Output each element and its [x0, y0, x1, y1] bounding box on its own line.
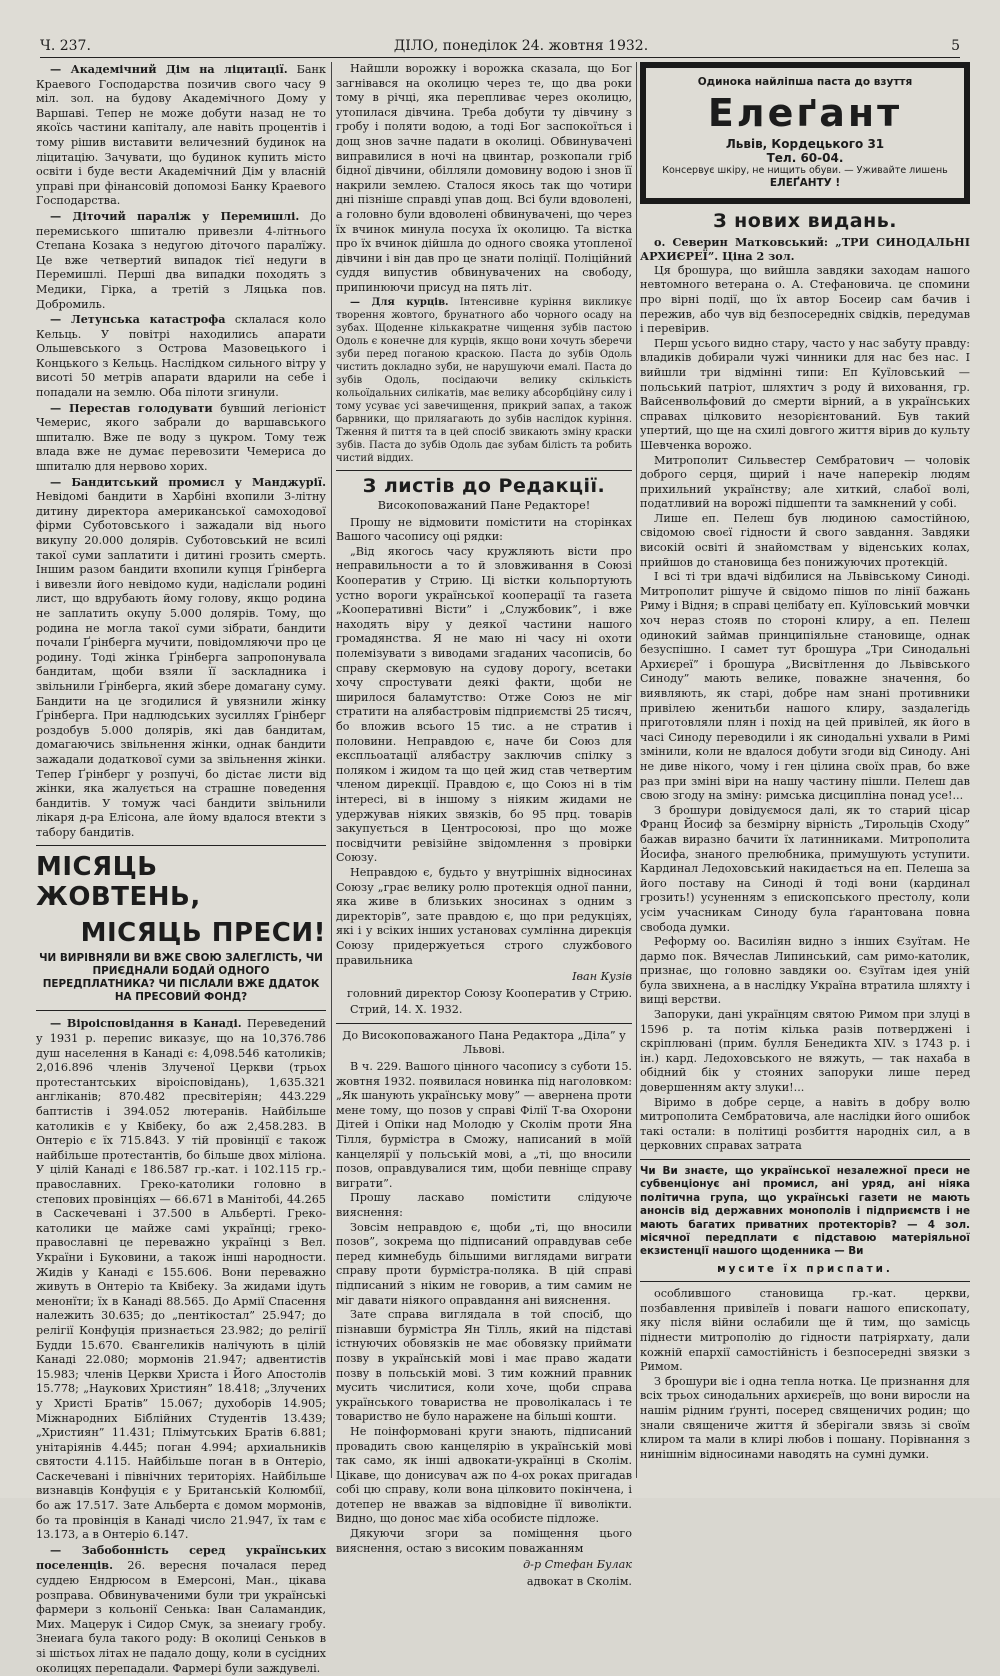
news-body: Переведений у 1931 р. перепис виказує, що на 10,376.786 душ населення в Канаді є: 4,098.546 католиків; 2,016.896 членів Злученої Церкви (трьох протестантських віроісповідань), 1,635.321 англіканів; 870.482 пресвітеріян; 443.229 баптистів і 394.052 лютеранів. Найбільше католиків є у Квібеку, бо аж 2,458.283. В Онтеріо є їх 715.843. У тій провінції є також найбільше протестантів, бо більше двох міліона. У цілій Канаді є 186.587 гр.-кат. і 102.115 гр.-православних. Греко-католики головно в степових провінціях — 66.671 в Манітобі, 44.265 в Саскечевані і 37.500 в Альберті. Греко-католики це майже самі українці; греко-православні це переважно українці з Вел. України і Буковини, а також інші народности. Жидів у Канаді є 155.606. Вони переважно живуть в Онтеріо та Квібеку. За жидами ідуть менонїти; їх в Канаді 88.565. До Армії Спасення належить 30.635; до „пентікостал” 25.947; до релігії Конфуція признається 23.982; до релігії Будди 15.670. Євангеликів налічують в цілій Канаді 22.080; мормонів 21.947; адвентистів 15.983; членів Церкви Христа і Його Апостолів 15.778; „Наукових Християн” 18.418; „Злучених у Христі Братів” 15.067; духоборів 14.905; Міжнародних Біблійних Студентів 13.439; „Християн” 11.431; Плімутських Братів 6.881; унітаріянів 4.445; поган 4.994; архиальникiв святости 4.115. Найбільше поган в в Онтеріо, Саскечевані і північних територіях. Найбільше визнавців Конфуція є у Британській Колюмбії, бо аж 17.517. Зате Альберта є домом мормонів, бо та провінція в Канаді число 21.947, їх там є 13.173, а в Онтеріо 6.147.	[36, 1017, 327, 1542]
letter-1-dateline: Стрий, 14. X. 1932.	[350, 1003, 463, 1017]
advert-slogan-brand: ЕЛЕҐАНТУ !	[769, 177, 841, 189]
news-headline: — Діточий параліж у Перемишлі.	[50, 208, 300, 223]
masthead	[40, 30, 960, 58]
subscription-notice: Чи Ви знаєте, що української незалежної преси не субвенціонує ані промисл, ані уряд, ані ніяка політична група, що українські газети не мають анонсів від державних монополів і підприємств і не мають багатих приватних протекторів? — 4 зол. місячної передплати є підставою матеріяльної екзистенції нашого щоденника — Ви	[640, 1165, 970, 1258]
review-paragraph: З брошури довідуємося далі, як то старий цісар Франц Йосиф за безмірну вірність „Тирольців Сходу” бажав виразно бачити їх латинниками. Митрополита Йосифа, знаного прелюбника, примушують уступити. Кардинал Ледоховський накидається на еп. Пелеша за його поставу на Синоді й тоді вони (кардинал грозить!) усуненням з епископського престолу, коли усім учасникам Синоду була ґарантована повна свобода думки.	[640, 803, 970, 934]
news-superstition	[36, 1543, 326, 1676]
review-paragraph: Перш усього видно стару, часто у нас забуту правду: владиків добирали чужі чинники для нас без нас. І вийшли три відмінні типи: Еп Куїловський — польський патріот, шляхтич з роду й виховання, гр. Вайсенвольфовий до смерти вірний, а в українських справах цілковито незорієнтований. Був такий упертий, що ще на схилі довгого життя вірив до культу Шевченка ворожо.	[640, 336, 970, 452]
letter-greeting: Високоповажаний Пане Редакторе!	[377, 499, 591, 513]
letter-2-address: До Високоповажаного Пана Редактора „Діла” у Львові.	[342, 1028, 626, 1057]
divider	[36, 1010, 326, 1011]
news-polio	[36, 209, 326, 312]
news-body: 26. вересня почалася перед суддею Ендрюсом в Емерсоні, Ман., цікава розправа. Обвинуваченими були три українські фармери з кольонії Сенька: Іван Саламандик, Мих. Мацерук і Сидор Смук, за знеиагу гробу. Знеиага була такого роду: В околиці Сеньков в зі шістьох літах не падало дощу, коли в сусідних околицях перепадали. Фармері були заждувелі.	[36, 1559, 326, 1675]
news-body: бувший легіоніст Чемерис, якого забрали до варшавського шпиталю. Вже пе воду з цукром. Тому теж влада вже не думає перевозити Чемериса до шпиталю для нервово хорих.	[36, 401, 326, 474]
news-superstition-continued: Найшли ворожку і ворожка сказала, що Бог загнівався на околицю через те, що два роки тому в річці, яка перепливає через околицю, утопилася дівчина. Треба добути ту дівчину з гробу і поляти водою, а тоді Бог зaспокоїться і дощ знов зачне падати в околиці. Обвинувачені виправилися в ночі на цвинтар, розкопали гріб бідної дівчини, обілляли домовину водою і знов її накрили землею. Сталося якось так що чотири дні пізніше справді упав дощ. Всі були вдоволені, а головно були вдоволені обвинувачені, що через їх вчинок минула посуха їх околицю. Та вістка про їх вчинок дійшла до одного свояка утопленої дівчини і він дав про це знати поліції. Поліційний суддя випустив обвинувачених на свободу, припинюючи присуд на пять літ.	[336, 62, 632, 294]
advert-address: Львів, Кордецького 31	[725, 137, 885, 151]
news-body: Невідомі бандити в Харбіні вхопили 3-літну дитину директора американської самоходової фірми Суботовського і зажадали від нього викупу 20.000 долярів. Суботовський не всилі такої суми заплатити і дитині грозить смерть. Іншим разом бандити вхопили купця Ґрінберга і вивезли його невідомо куди, надіслали родині лист, що вдрубають йому голову, якщо родина не заплатить окупу 5.000 долярів. Тому, що родина не могла такої суми зібрати, бандити почали Ґрінберга мучити, повідомляючи про це родину. Тоді жінка Ґрінберга запропонувала бандитам, щоби взяли її заскладника і звільнили Ґрінберга, який збере домагану суму. Бандити на це згодилися й увязнили жінку Ґрінберга. При надлюдських зусиллях Ґрінберг роздобув 5.000 долярів, які дав бандитам, домагаючись звільнення жінки, однак бандити зажадали додаткової суми за звільнення жінки. Тепер Ґрінберг у розпучі, бо дістає листи від жінки, яка жалується на страшне поведення бандитів. У томуж часі бандити звільнили лікаря д-ра Елісона, але йому вдалося втекти з табору бандитів.	[36, 490, 326, 839]
press-month-headline-1: МІСЯЦЬ ЖОВТЕНЬ,	[36, 852, 201, 913]
review-paragraph: З брошури віє і одна тепла нотка. Це признання для всіх трьох синодальних архиєреїв, що вони виросли на нашім рідним ґрунті, посеред священичих родин; що знали священиче життя й зберігали звязь зі своїм клиром та мали в клирі любов і пошану. Порівнання з нинішнім відносинами наводять на сумні думки.	[640, 1374, 970, 1461]
new-publications-title: З нових видань.	[713, 210, 897, 232]
letter-2-signature: д-р Стефан Булак	[523, 1558, 632, 1572]
advert-slogan: Консервує шкіру, не нищить обуви. — Уживайте лишень	[662, 165, 948, 176]
review-paragraph: Реформу оо. Василіян видно з інших Єзуїтам. Не дармо пок. Вячеслав Липинський, сам римо-католик, признає, що головно завдяки оо. Єзуїтам ідея уній була звихнена, а в наслідку Україна втратила шляхту і вищі верстви.	[640, 935, 970, 1007]
review-paragraph: особлившого становища гр.-кат. церкви, позбавлення привілеїв і поваги нашого епископату, яку після війни ослабили ще й тим, що замісць піднести митрополію до гідности патріярхату, дали кожній епархії самостійність і безпосередні звязки з Римом.	[640, 1287, 970, 1374]
column-1	[36, 62, 327, 1675]
letter-1-intro: Прошу не відмовити помістити на сторінках Вашого часопису оці рядки:	[336, 515, 632, 544]
review-paragraph: Митрополит Сильвестер Сембратович — чоловік доброго серця, щирий і наче наперекір людям прихильний українству; але хиткий, слабої волі, податливий на ворожі підшепти та замкнений у собі.	[640, 453, 970, 511]
letter-1-signature-role: головний директор Союзу Кооператив у Стрию.	[346, 986, 632, 1000]
letter-1-signature: Іван Кузів	[572, 970, 632, 984]
advert-odol	[336, 296, 632, 465]
letter-1-body: „Від якогось часу кружляють вісти про неправильности а то й зловживання в Союзі Кооператив у Стрию. Ці вістки кольпортують устно вороги української кооперації та газета „Кооперативні Вісти” і „Службовик”, і вже находять віру у деякої частини нашого громадянства. Я не маю ні часу ні охоти полемізувати з виводами згаданих часописів, бо справу скермовую на судову дорогу, всетаки хочу спростувати деякі факти, щоби не ширилося баламутство: Отже Союз не міг стратити на алябастровім підприємстві 25 тисяч, бо вложив всього 15 тис. а не стратив і половини. Неправдою є, наче би Союз для експльоатації алябастру заключив спілку з поляком і жидом та що цей жид став четвертим членом дирекції. Правдою є, що Союз ні в тім інтересі, ві в іншому з ніяким жидами не удержував ніяких звязків, бо 95 прц. товарів закупується в Центросоюзі, про що може посвідчити ревізійне звідомлення з провірки Союзу.	[336, 544, 632, 865]
divider	[36, 845, 326, 846]
review-paragraph: Ця брошура, що вийшла завдяки заходам нашого невтомного ветерана о. А. Стефановича. це спомини про вірні події, що їх автор Босеир сам бачив і пережив, або чув від безпосередніх свідків, передумав і перевірив.	[640, 263, 970, 336]
elegant-advert	[640, 62, 970, 204]
news-air-crash	[36, 312, 326, 401]
news-headline: — Для курців.	[350, 296, 449, 308]
review-paragraph: Запоруки, дані українцям святою Римом при злуці в 1596 р. та потім кілька разів потверджені і скріплювані (прим. булля Бенедикта XIV. з 1743 р. і ін.) кард. Ледоховського не вяжуть, — так нахаба в обідний бік у стояних запоруки лише перед довершенням акту злуки!...	[640, 1008, 970, 1095]
letters-section-title: З листів до Редакції.	[362, 474, 606, 497]
letter-2-body: В ч. 229. Вашого цінного часопису з суботи 15. жовтня 1932. появилася новинка під наголовком: „Як шанують українську мову” — авернена проти мене тому, що позов у справі Філії Т-ва Охорони Дітей і Опіки над Молодю у Сколім проти Яна Тілля, бурмістра в Сможу, написаний в моїй канцелярії у польській мові, а „ті, що вносили позов, оправдувалися тим, щоби певніще справу виграти”.	[336, 1060, 632, 1190]
divider	[336, 1023, 632, 1024]
review-paragraph: Лише еп. Пелеш був людиною самостійною, свідомою своєї гідности й свого завдання. Завдяки високій освіті й знайомствам у віденських колах, прийшов до становища без понижуючих протекцій.	[640, 511, 970, 569]
advert-brand: Елеґант	[707, 91, 903, 135]
news-headline: — Перестав голодувати	[50, 400, 213, 415]
letter-2-body: Прошу ласкаво помістити слідуюче вияснення:	[336, 1191, 632, 1219]
advert-phone: Тел. 60-04.	[766, 151, 844, 165]
press-month-appeal: ЧИ ВИРІВНЯЛИ ВИ ВЖЕ СВОЮ ЗАЛЕГЛІСТЬ, ЧИ ПРИЄДНАЛИ БОДАЙ ОДНОГО ПЕРЕДПЛАТНИКА? ЧИ ПІСЛАЛИ ВЖЕ ДДАТОК НА ПРЕСОВИЙ ФОНД?	[39, 952, 323, 1004]
news-academic-house	[36, 62, 326, 209]
news-canada-religion	[36, 1016, 326, 1542]
letter-1-body: Неправдою є, будьто у внутрішніх відносинах Союзу „грає велику ролю протекція одної панни, яка живе в близьких зносинах з одним з директорів”, зате правдою є, що при редукціях, які і у всіких інших установах сумлінна дирекція Союзу придержуеться строго службового правильника	[336, 865, 632, 967]
letter-2-body: Не поінформовані круги знають, підписаний провадить свою канцелярію в українській мові так само, як інші адвокати-українці в Сколім. Цікаве, що донисувач аж по 4-ох роках пригадав собі цю справу, коли вона цілковито покінчена, і дотепер не вважав за відповідне її виволікти. Видно, що донос має хіба особисте підложе.	[336, 1424, 632, 1526]
news-headline: — Бандитський промисл у Манджурії.	[50, 474, 326, 489]
divider	[640, 1281, 970, 1282]
review-paragraph: І всі ті три вдачі відбилися на Львівському Синоді. Митрополит рішуче й свідомо пішов по лінії бажань Риму і Відня; в справі целібату еп. Куїловський мовчки хоч нераз стояв по стороні клиру, а еп. Пелеш одинокий займав принципіяльне становище, однак безуспішно. І самет тут брошура „Три Синодальні Архиєреї” і брошура „Висвітлення до Львівського Синоду” мають велике, поважне значення, бо виявляють, як старі, добре нам знані противники привілею женитьби нашого клиру, заздалегідь приготовляли плян і похід на цей привілей, як його в часі Синоду переводили і як синодальні ухвали в Римі змінили, коли не вдалося добути згоди від Синоду. Ані не диве нікого, чому і ген цілина своїх прав, бо вже раз при зміні віри на нашу частину пішли. Пелеш дав свою згоду на зміну: римська дисципліна понад усе!...	[640, 570, 970, 803]
newspaper-title-date: ДІЛО, понеділок 24. жовтня 1932.	[393, 38, 649, 54]
divider	[336, 470, 632, 471]
subscription-notice-end: мусите їх приспати.	[717, 1262, 893, 1275]
divider	[640, 1159, 970, 1160]
news-hunger-strike	[36, 401, 326, 475]
news-manchuria-bandits	[36, 475, 326, 841]
advert-tagline: Одинока найліпша паста до взуття	[697, 76, 913, 88]
issue-number: Ч. 237.	[40, 38, 91, 54]
news-headline: — Забобонність серед українських поселенців.	[36, 1542, 326, 1573]
column-rule-1	[331, 62, 332, 1478]
page-number: 5	[951, 38, 960, 54]
letter-2-closing: Дякуючи згори за поміщення цього вияснення, остаю з високим поважанням	[336, 1527, 632, 1555]
press-month-headline-2: МІСЯЦЬ ПРЕСИ!	[80, 918, 326, 949]
review-book-title: о. Северин Матковський: „ТРИ СИНОДАЛЬНІ АРХИЄРЕЇ”. Ціна 2 зол.	[640, 234, 970, 264]
column-2	[336, 62, 632, 1588]
news-headline: — Академічний Дім на ліцитації.	[50, 62, 288, 76]
column-3	[640, 62, 970, 1478]
letter-2-signature-role: адвокат в Сколім.	[526, 1574, 632, 1588]
letter-2-body: Зовсім неправдою є, щоби „ті, що вносили позов”, зокрема що підписаний оправдував себе перед кимнебудь більшими виглядами виграти справу проти бурмістра-поляка. В цій справі підписаний з ніким не говорив, а тим самим не міг давати ніякого оправдання ані вияснення.	[336, 1220, 632, 1307]
news-body: склалася коло Кельць. У повітрі находились апарати Ольшевського з Острова Мазовецького і Концького з Кельць. Наслідком сильного вітру у висоті 50 метрів апарати вдарили на себе і попадали на землю. Оба пілоти згинули.	[36, 313, 327, 400]
column-rule-2	[636, 62, 637, 1478]
news-body: Інтенсивне куріння викликує творення жовтого, брунатного або чорного осаду на зубах. Щоденне кількакратне чищення зубів пастою Одоль є конечне для курців, якщо вони хочуть зберечи зуби перед поганою краскою. Паста до зубів Одоль чистить докладно зуби, не нарушуючи емалі. Паста до зубів Одоль, посідаючи велику скількість кольоїдальних силікатів, має велику абсорбційну силу і тому усуває усі завечищення, прикрий запах, а також барвники, що приляагають до зубів наслідок куріння. Тження й пиття та в цей спосіб звикають зміну краски зубів. Паста до зубів Одоль дає зубам білість та робить чистий віддих.	[336, 296, 632, 464]
news-headline: — Летунська катастрофа	[50, 312, 226, 327]
news-body: Банк Краевого Господарства позичив свого часу 9 міл. зол. на будову Академічного Дому у Варшаві. Тепер не може добути назад не то якоїсь частини капіталу, але навіть процентів і тому рішив виставити величезний будинок на ліцитацію. Зачувати, що будинок купить місто освіти і буде вести Академічний Дім у власній управі при фінансовій допомозі Банку Краевого Господарства.	[36, 63, 326, 208]
letter-2-body: Зате справа виглядала в той спосіб, що пізнавши бурмістра Ян Тілль, який на підставі істнуючих обовязків не має обовязку приймати позву в українській мові і має право жадати позву в польській мові. З тим кожний правник мусить числитися, коли хоче, щоби справа українського товариства не проволікалась і те товариство не було нараженe на більші кошти.	[336, 1308, 632, 1424]
news-headline: — Віроісповідання в Канаді.	[50, 1016, 242, 1031]
news-body: До перемиського шпиталю привезли 4-літнього Степана Козака з недугою діточого паралїжу. Це вже четвертий випадок тієї недуги в Перемишлі. Перші два випадки походять з Медики, Гірка, а третій з Ляцька пов. Добромиль.	[36, 209, 326, 311]
review-paragraph: Віримо в добре серце, а навіть в добру волю митрополита Сембратовича, але наслідки його ошибок такі остали: в політиці розбиття народніх сил, а в церковних справах затрата	[640, 1095, 970, 1153]
